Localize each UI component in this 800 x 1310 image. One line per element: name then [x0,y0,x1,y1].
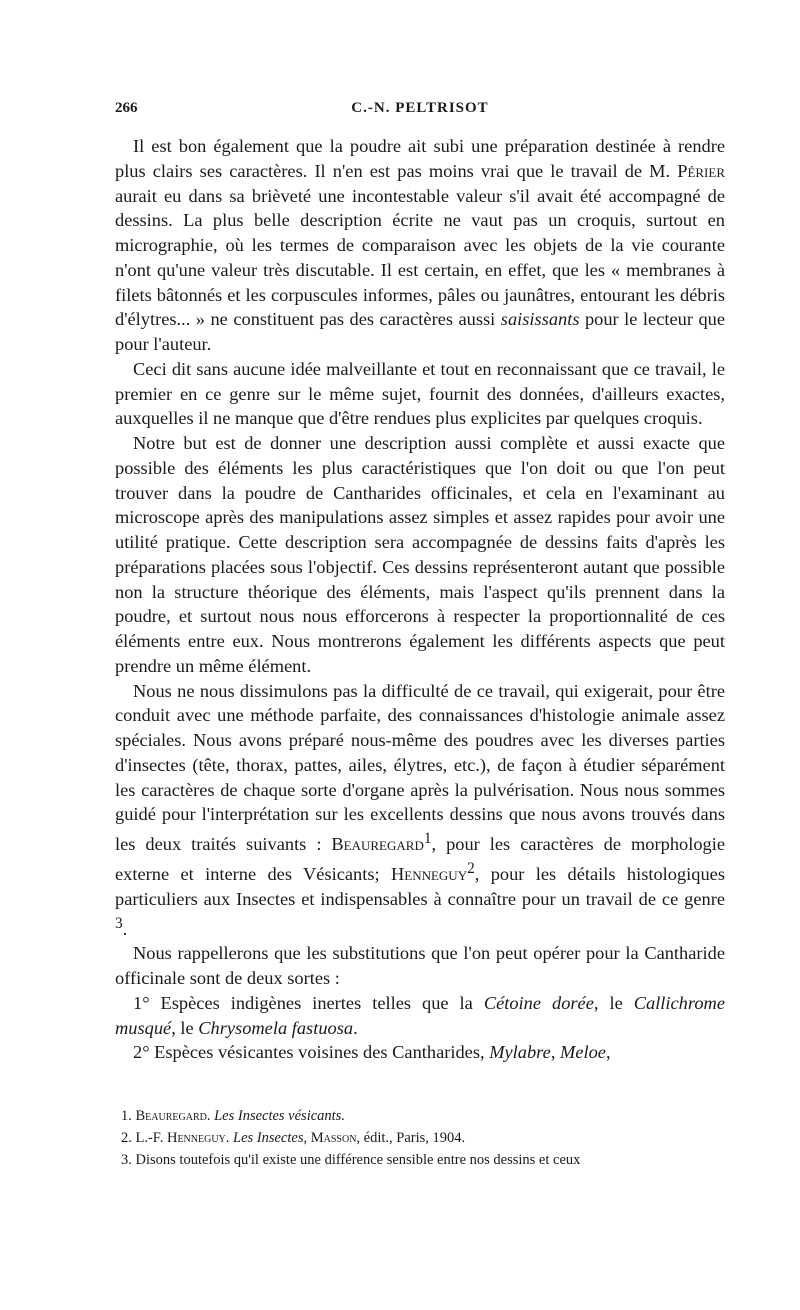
text-run: , [605,1042,611,1063]
paragraph: Notre but est de donner une description aussi complète et aussi exacte que possible des éléments les plus caractéristiques que l'on doit ou que l'on peut trouver dans la poudre de Cantharides officinales, et cela en l'examinant au microscope après des manipulations assez simples et assez rapides pour avoir une utilité pratique. Cette description sera accompagnée de dessins faits d'après les préparations placées sous l'objectif. Ces dessins représenteront autant que possible non la structure théorique des éléments, mais l'aspect qu'ils prennent dans la poudre, et surtout nous nous efforcerons à respecter la proportionnalité de ces éléments entre eux. Nous montrerons également les différents aspects que peut prendre un même élément. [115,433,725,676]
text-run: aurait eu dans sa brièveté une incontestable valeur s'il avait été accompagné de dessins. La plus belle description écrite ne vaut pas un croquis, surtout en micrographie, où les termes de comparaison avec les objets de la vie courante n'ont qu'une valeur très discutable. Il est certain, en effet, que les « membranes à filets bâtonnés et les corpuscules informes, pâles ou jaunâtres, entourant les débris d'élytres... » ne constituent pas des caractères aussi [115,185,725,330]
paragraph: Ceci dit sans aucune idée malveillante et tout en reconnaissant que ce travail, le premier en ce genre sur le même sujet, fournit des données, d'ailleurs exactes, auxquelles il ne manque que d'être rendues plus explicites par quelques croquis. [115,358,725,429]
text-run: Il est bon également que la poudre ait subi une préparation destinée à rendre plus clairs ses caractères. Il n'en est pas moins vrai que le travail de M. [115,136,725,181]
paragraph: Nous rappellerons que les substitutions que l'on peut opérer pour la Cantharide officinale sont de deux sortes : [115,943,725,989]
text-run: Disons toutefois qu'il existe une différence sensible entre nos dessins et ceux [135,1152,581,1168]
species-name: Callichrome musqué [115,992,725,1038]
text-run: 1° Espèces indigènes inertes telles que la [133,992,484,1013]
text-run: . [353,1017,358,1038]
page-header [115,100,725,122]
text-run: . [122,918,128,939]
author-name: Henneguy [390,864,468,884]
footnote [115,1149,725,1171]
footnote [115,1105,725,1127]
footnote-ref: 1 [423,830,432,847]
footnote-number: 2. [121,1130,132,1146]
text-run: , le [171,1017,199,1038]
running-title: C.-N. PELTRISOT [351,100,489,116]
text-run: , pour les caractères de morphologie externe et interne des Vésicants; [115,834,725,884]
species-name: Meloe [560,1042,606,1063]
emphasis: saisissants [500,309,580,330]
footnotes [115,1105,725,1171]
text-run: , [550,1042,561,1063]
species-name: Cétoine dorée [483,992,594,1013]
text-run: Nous ne nous dissimulons pas la difficulté de ce travail, qui exigerait, pour être conduit avec une méthode parfaite, des connaissances d'histologie animale assez spéciales. Nous avons préparé nous-même des poudres avec les diverses parties d'insectes (tête, thorax, pattes, ailes, élytres, etc.), de façon à étudier séparément les caractères de chaque sorte d'organe après la pulvérisation. Nous nous sommes guidé pour l'interprétation sur les excellents dessins que nous avons trouvés dans les deux traités suivants : [115,680,725,855]
paragraph [115,991,725,1041]
author-name: Périer [677,160,725,181]
book-title: Les Insectes vésicants. [214,1108,345,1124]
author-name: Beauregard [331,834,424,855]
species-name: Chrysomela fastuosa [198,1017,354,1038]
footnote [115,1127,725,1149]
body-text [115,134,725,1065]
text-run: édit., Paris, 1904. [360,1130,466,1146]
footnote-number: 1. [121,1108,132,1124]
text-run: , le [593,992,634,1013]
paragraph [115,134,725,357]
text-run: 2° Espèces vésicantes voisines des Cantharides, [133,1042,490,1063]
footnote-number: 3. [121,1152,132,1168]
author-name: Henneguy. [166,1130,230,1146]
footnote-ref: 2 [467,859,475,877]
species-name: Mylabre [489,1042,551,1063]
book-title: Les Insectes, [233,1130,308,1146]
text-run: pour le lecteur que pour l'auteur. [115,309,725,354]
page-number: 266 [115,100,138,116]
paragraph [115,679,725,942]
footnote-ref: 3 [115,914,123,932]
paragraph [115,1040,725,1065]
author-name: Beauregard. [135,1108,211,1124]
text-run: L.-F. [135,1130,167,1146]
publisher-name: Masson, [310,1130,361,1146]
text-run: , pour les détails histologiques particuliers aux Insectes et indispensables à connaître pour un travail de ce genre [115,864,725,909]
